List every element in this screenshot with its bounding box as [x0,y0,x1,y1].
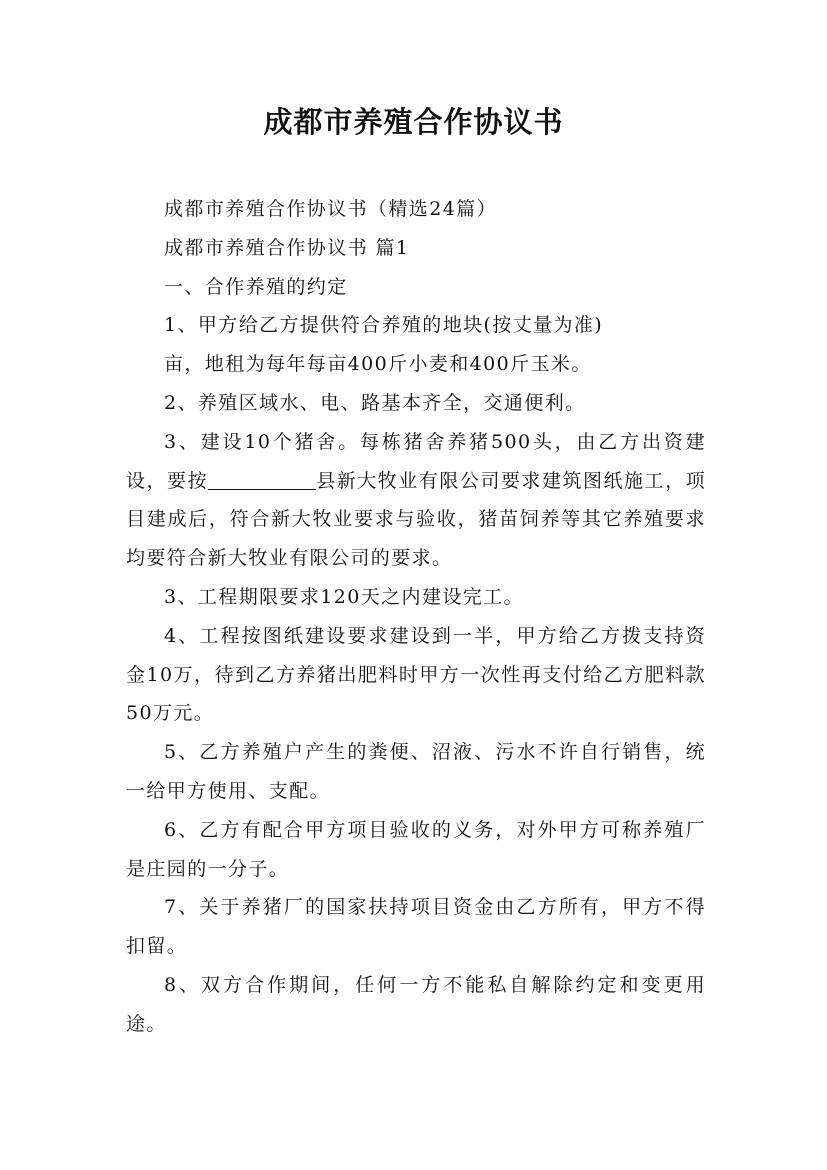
document-title: 成都市养殖合作协议书 [263,105,564,139]
paragraph-clause-3b: 3、工程期限要求120天之内建设完工。 [164,585,524,608]
document-body [126,190,706,1044]
paragraph-clause-4: 4、工程按图纸建设要求建设到一半，甲方给乙方拨支持资金10万，待到乙方养猪出肥料时甲方一次性再支付给乙方肥料款50万元。 [126,624,706,725]
paragraph-clause-7: 7、关于养猪厂的国家扶持项目资金由乙方所有，甲方不得扣留。 [126,896,706,958]
paragraph-clause-1-cont: 亩，地租为每年每亩400斤小麦和400斤玉米。 [164,353,592,376]
paragraph-clause-2: 2、养殖区域水、电、路基本齐全，交通便利。 [164,391,586,414]
paragraph-part-heading: 一、合作养殖的约定 [164,275,348,298]
paragraph-clause-1: 1、甲方给乙方提供符合养殖的地块(按丈量为准) [164,314,604,337]
paragraph-clause-6: 6、乙方有配合甲方项目验收的义务，对外甲方可称养殖厂是庄园的一分子。 [126,818,706,880]
paragraph-subtitle: 成都市养殖合作协议书（精选24篇） [164,198,497,220]
paragraph-section-heading: 成都市养殖合作协议书 篇1 [164,236,410,259]
paragraph-clause-3 [126,423,706,578]
fill-in-blank [208,470,316,490]
paragraph-clause-5: 5、乙方养殖户产生的粪便、沼液、污水不许自行销售，统一给甲方使用、支配。 [126,741,706,802]
clause-3-text-b: 县新大牧业有限公司要求建筑图纸施工，项目建成后，符合新大牧业要求与验收，猪苗饲养等其它养殖要求均要符合新大牧业有限公司的要求。 [126,469,706,570]
clause-3-text-a: 3、建设10个猪舍。每栋猪舍养猪500头，由乙方出资建设，要按 [126,430,706,492]
paragraph-clause-8: 8、双方合作期间，任何一方不能私自解除约定和变更用途。 [126,973,706,1035]
